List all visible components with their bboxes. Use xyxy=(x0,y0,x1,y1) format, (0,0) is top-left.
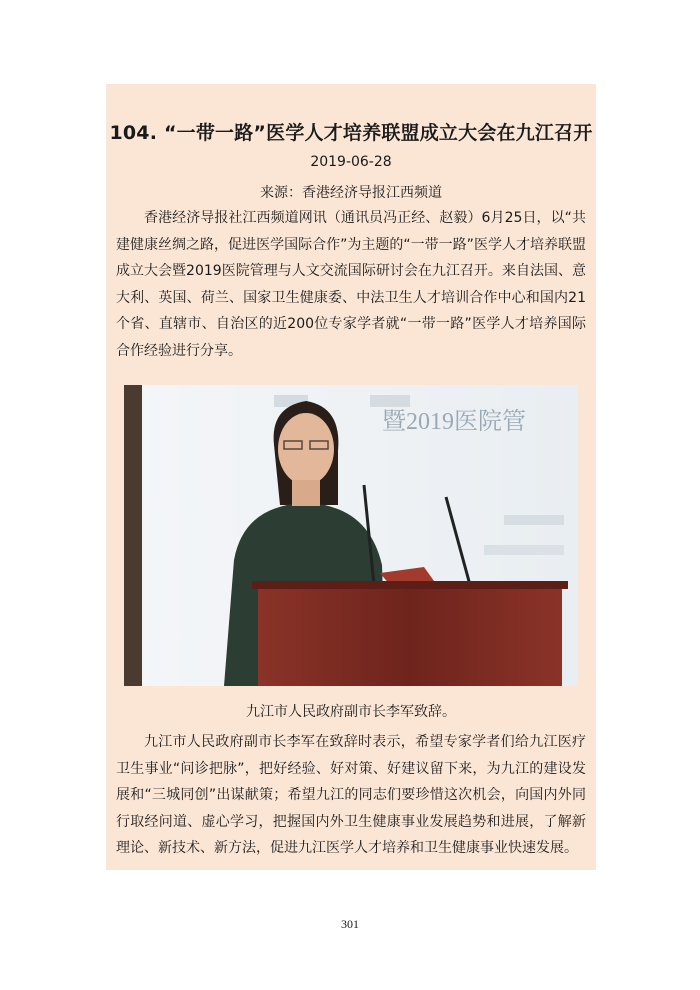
article-panel xyxy=(106,84,596,870)
article-source: 来源：香港经济导报江西频道 xyxy=(260,185,442,201)
article-title: 104. “一带一路”医学人才培养联盟成立大会在九江召开 xyxy=(109,122,593,144)
speaker-photo xyxy=(124,385,578,686)
article-date: 2019-06-28 xyxy=(310,154,392,170)
page-number: 301 xyxy=(341,917,359,931)
stage-pillar xyxy=(124,385,142,686)
article-paragraph-2: 九江市人民政府副市长李军在致辞时表示，希望专家学者们给九江医疗卫生事业“问诊把脉”，把好经验、好对策、好建议留下来，为九江的建设发展和“三城同创”出谋献策；希望九江的同志们要珍惜这次机会，向国内外同行取经问道、虚心学习，把握国内外卫生健康事业发展趋势和进展，了解新理论、新技术、新方法，促进九江医学人才培养和卫生健康事业快速发展。 xyxy=(116,734,586,856)
podium xyxy=(258,583,562,686)
article-paragraph-1: 香港经济导报社江西频道网讯（通讯员冯正经、赵毅）6月25日，以“共建健康丝绸之路，促进医学国际合作”为主题的“一带一路”医学人才培养联盟成立大会暨2019医院管理与人文交流国际研讨会在九江召开。来自法国、意大利、英国、荷兰、国家卫生健康委、中法卫生人才培训合作中心和国内21个省、直辖市、自治区的近200位专家学者就“一带一路”医学人才培养国际合作经验进行分享。 xyxy=(116,210,586,359)
photo-caption: 九江市人民政府副市长李军致辞。 xyxy=(246,704,456,720)
backdrop-text: 暨2019医院管 xyxy=(382,409,526,435)
